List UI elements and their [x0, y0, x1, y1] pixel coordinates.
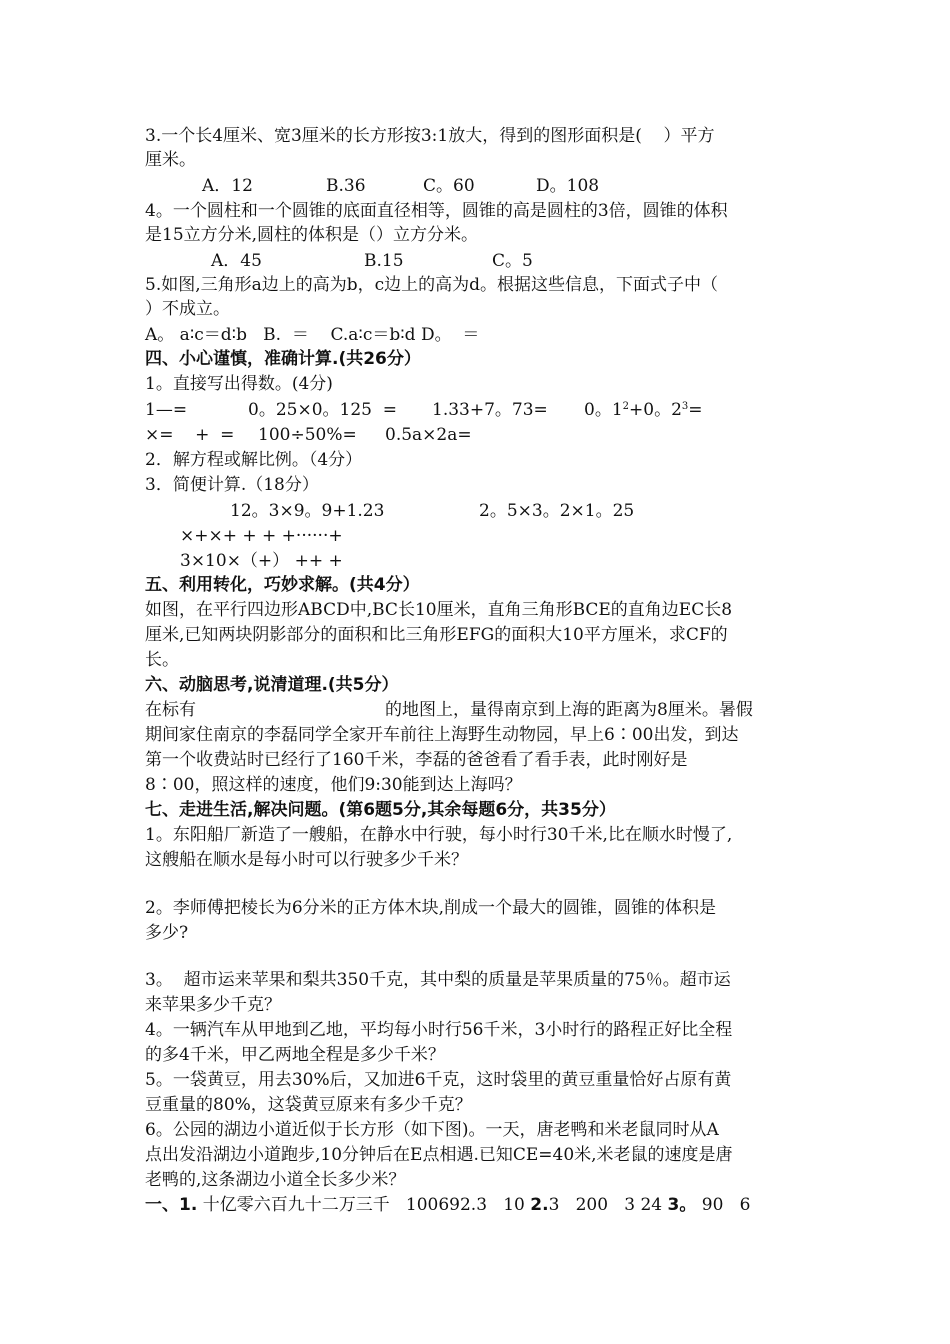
- q4-option-a: A．45: [211, 251, 262, 271]
- s4-expr2: 2。5×3。2×1。25: [479, 501, 635, 521]
- s4-expr3: ×+×+ + + +······+: [180, 526, 343, 546]
- s7-q5-line1: 5。一袋黄豆，用去30%后，又加进6千克，这时袋里的黄豆重量恰好占原有黄: [145, 1070, 732, 1090]
- s4-part2: 2．解方程或解比例。（4分）: [145, 450, 363, 470]
- s5-line1: 如图，在平行四边形ABCD中,BC长10厘米，直角三角形BCE的直角边EC长8: [145, 600, 733, 620]
- s7-q5-line2: 豆重量的80%，这袋黄豆原来有多少千克？: [145, 1095, 472, 1115]
- s6-line4: 8∶00，照这样的速度，他们9:30能到达上海吗？: [145, 775, 522, 795]
- s6-line1-b: 的地图上，量得南京到上海的距离为8厘米。暑假: [385, 700, 753, 720]
- s7-q6-line1: 6。公园的湖边小道近似于长方形（如下图)。一天，唐老鸭和米老鼠同时从A: [145, 1120, 719, 1140]
- section7-title: 七、走进生活,解决问题。(第6题5分,其余每题6分，共35分）: [145, 800, 616, 820]
- s4-part3: 3．简便计算.（18分）: [145, 475, 319, 495]
- q3-option-b: B.36: [326, 176, 366, 196]
- answer-key-line: [145, 1193, 750, 1217]
- q4-line2: 是15立方分米,圆柱的体积是（）立方分米。: [145, 225, 479, 245]
- q4-option-b: B.15: [364, 251, 404, 271]
- answer-key-lead: 一、1.: [145, 1195, 198, 1215]
- s7-q4-line1: 4。一辆汽车从甲地到乙地，平均每小时行56千米，3小时行的路程正好比全程: [145, 1020, 733, 1040]
- q5-line1: 5.如图,三角形a边上的高为b，c边上的高为d。根据这些信息，下面式子中（: [145, 275, 719, 295]
- s5-line2: 厘米,已知两块阴影部分的面积和比三角形EFG的面积大10平方厘米，求CF的: [145, 625, 728, 645]
- s4-expr4: 3×10×（+） ++ +: [180, 551, 343, 571]
- answer-part1: 十亿零六百九十二万三千 100692.3 10: [197, 1195, 531, 1215]
- answer-part2: 3 200 3 24: [548, 1195, 668, 1215]
- s7-q1-line2: 这艘船在顺水是每小时可以行驶多少千米？: [145, 850, 468, 870]
- s4-row2-c: 0.5a×2a=: [385, 425, 472, 445]
- q3-line1: 3.一个长4厘米、宽3厘米的长方形按3:1放大，得到的图形面积是( ）平方: [145, 126, 715, 146]
- q4-line1: 4。一个圆柱和一个圆锥的底面直径相等，圆锥的高是圆柱的3倍，圆锥的体积: [145, 201, 728, 221]
- s4-row1-d: 0。$1^2+0$。$2^3=$: [584, 400, 703, 420]
- s5-line3: 长。: [145, 650, 179, 670]
- s4-row2-a: ×= + =: [145, 425, 235, 445]
- q4-option-c: C。5: [492, 251, 533, 271]
- s6-line2: 期间家住南京的李磊同学全家开车前往上海野生动物园，早上6∶00出发，到达: [145, 725, 739, 745]
- s4-row1-c: 1.33+7。73=: [432, 400, 548, 420]
- q3-option-d: D。108: [536, 176, 600, 196]
- s7-q3-line2: 来苹果多少千克？: [145, 995, 281, 1015]
- s7-q2-line1: 2。李师傅把棱长为6分米的正方体木块,削成一个最大的圆锥，圆锥的体积是: [145, 898, 717, 918]
- s6-line3: 第一个收费站时已经行了160千米，李磊的爸爸看了看手表，此时刚好是: [145, 750, 688, 770]
- q5-line3: A。 a∶c＝d∶b B. ＝ C.a∶c＝b∶d D。 ＝: [145, 325, 480, 345]
- s4-expr1: 12。3×9。9+1.23: [230, 501, 385, 521]
- s7-q2-line2: 多少?: [145, 923, 189, 943]
- answer-mark-2: 2.: [530, 1195, 549, 1215]
- section4-title: 四、小心谨慎，准确计算.(共26分）: [145, 349, 421, 369]
- s4-row1-a: 1—=: [145, 400, 188, 420]
- s7-q4-line2: 的多4千米，甲乙两地全程是多少千米？: [145, 1045, 445, 1065]
- section5-title: 五、利用转化，巧妙求解。(共4分）: [145, 575, 420, 595]
- section6-title: 六、动脑思考,说清道理.(共5分）: [145, 675, 399, 695]
- s7-q1-line1: 1。东阳船厂新造了一艘船，在静水中行驶，每小时行30千米,比在顺水时慢了,: [145, 825, 733, 845]
- s4-row1-b: 0。25×0。125 =: [248, 400, 398, 420]
- s7-q6-line3: 老鸭的,这条湖边小道全长多少米？: [145, 1170, 406, 1190]
- answer-part3: 90 6: [696, 1195, 751, 1215]
- s7-q3-line1: 3。 超市运来苹果和梨共350千克，其中梨的质量是苹果质量的75％。超市运: [145, 970, 731, 990]
- s4-row2-b: 100÷50%=: [258, 425, 357, 445]
- s6-line1-a: 在标有: [145, 700, 196, 720]
- q3-option-c: C。60: [423, 176, 475, 196]
- s7-q6-line2: 点出发沿湖边小道跑步,10分钟后在E点相遇.已知CE=40米,米老鼠的速度是唐: [145, 1145, 733, 1165]
- answer-mark-3: 3。: [667, 1195, 697, 1215]
- s4-part1: 1。直接写出得数。(4分): [145, 374, 333, 394]
- q3-line2: 厘米。: [145, 150, 196, 170]
- q3-option-a: A．12: [202, 176, 253, 196]
- q5-line2: ）不成立。: [145, 299, 230, 319]
